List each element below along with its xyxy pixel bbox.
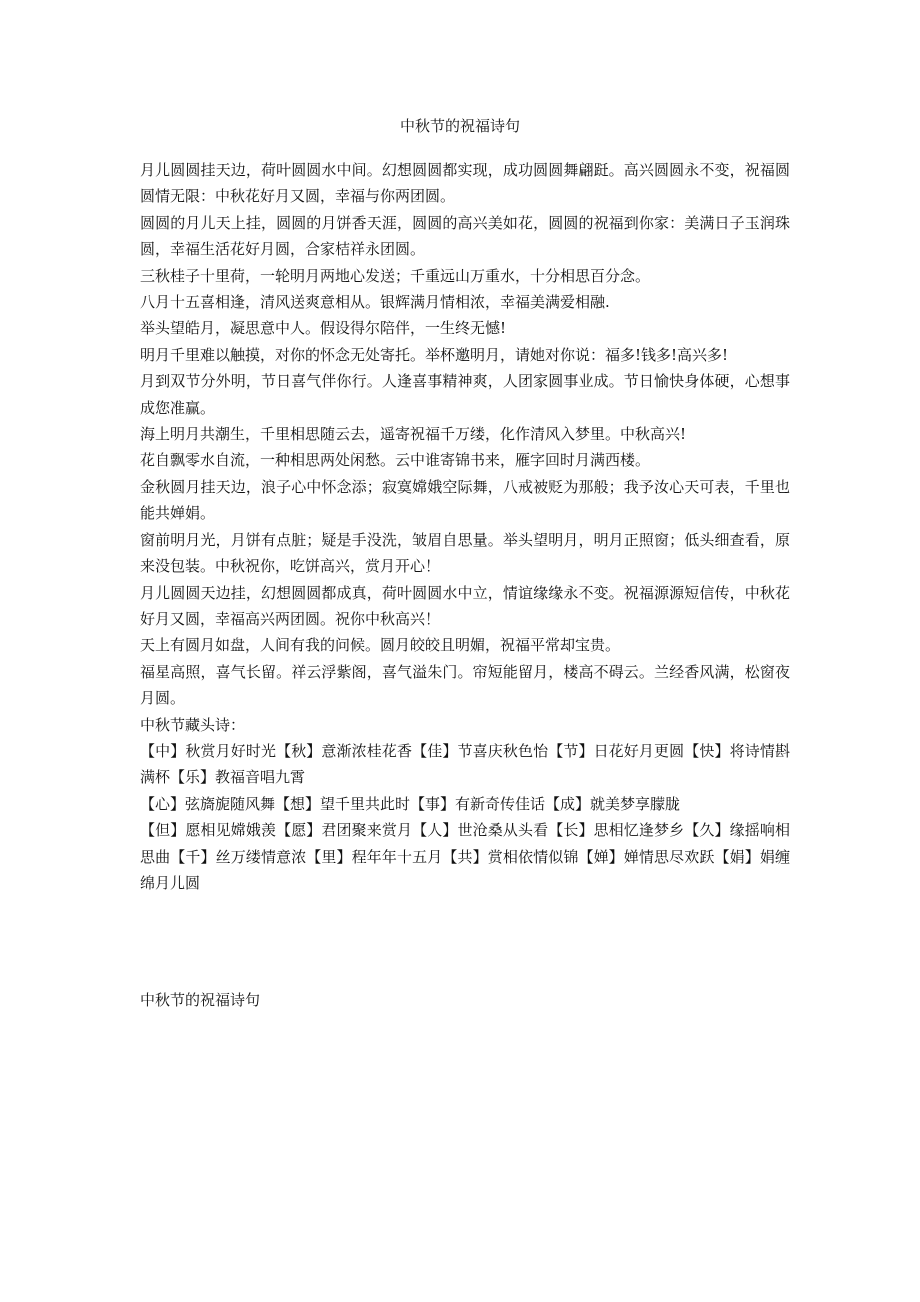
paragraph: 举头望皓月，凝思意中人。假设得尔陪伴，一生终无憾! [140, 319, 507, 338]
footer-title: 中秋节的祝福诗句 [140, 991, 261, 1009]
paragraph: 月到双节分外明，节日喜气伴你行。人逢喜事精神爽，人团家圆事业成。节日愉快身体硬，心想事成您准赢。 [140, 372, 790, 417]
paragraph: 海上明月共潮生，千里相思随云去，遥寄祝福千万缕，化作清风入梦里。中秋高兴! [140, 425, 687, 444]
page-title: 中秋节的祝福诗句 [399, 117, 520, 135]
paragraph: 窗前明月光，月饼有点脏；疑是手没洗，皱眉自思量。举头望明月，明月正照窗；低头细查看，原来没包装。中秋祝你，吃饼高兴，赏月开心！ [140, 530, 790, 576]
acrostic-poem: 【心】弦旖旎随风舞【想】望千里共此时【事】有新奇传佳话【成】就美梦享朦胧 [140, 794, 681, 813]
paragraph: 明月千里难以触摸，对你的怀念无处寄托。举杯邀明月，请她对你说：福多!钱多!高兴多! [140, 345, 729, 364]
paragraph: 花自飘零水自流，一种相思两处闲愁。云中谁寄锦书来，雁字回时月满西楼。 [140, 451, 651, 470]
paragraph: 福星高照，喜气长留。祥云浮紫阁，喜气溢朱门。帘短能留月，楼高不碍云。兰经香风满，松窗夜月圆。 [140, 662, 790, 708]
document-body [140, 157, 790, 896]
acrostic-poem: 【但】愿相见嫦娥羡【愿】君团聚来赏月【人】世沧桑从头看【长】思相忆逢梦乡【久】缘摇响相思曲【千】丝万缕情意浓【里】程年年十五月【共】赏相依情似锦【婵】婵情思尽欢跃【娟】娟缠绵月儿圆 [140, 821, 790, 892]
section-heading: 中秋节藏头诗： [140, 715, 246, 734]
paragraph: 圆圆的月儿天上挂，圆圆的月饼香天涯，圆圆的高兴美如花，圆圆的祝福到你家：美满日子玉润珠圆，幸福生活花好月圆，合家桔祥永团圆。 [140, 213, 790, 259]
paragraph: 八月十五喜相逢，清风送爽意相从。银辉满月情相浓，幸福美满爱相融. [140, 293, 610, 312]
paragraph: 金秋圆月挂天边，浪子心中怀念添；寂寞嫦娥空际舞，八戒被贬为那般；我予汝心天可表，千里也能共婵娟。 [140, 477, 790, 523]
paragraph: 三秋桂子十里荷，一轮明月两地心发送；千重远山万重水，十分相思百分念。 [140, 266, 651, 285]
paragraph: 月儿圆圆天边挂，幻想圆圆都成真，荷叶圆圆水中立，情谊缘缘永不变。祝福源源短信传，中秋花好月又圆，幸福高兴两团圆。祝你中秋高兴！ [140, 583, 790, 628]
acrostic-poem: 【中】秋赏月好时光【秋】意渐浓桂花香【佳】节喜庆秋色怡【节】日花好月更圆【快】将诗情斟满杯【乐】教福音唱九霄 [140, 741, 790, 787]
paragraph: 月儿圆圆挂天边，荷叶圆圆水中间。幻想圆圆都实现，成功圆圆舞翩跹。高兴圆圆永不变，祝福圆圆情无限：中秋花好月又圆，幸福与你两团圆。 [140, 161, 790, 206]
paragraph: 天上有圆月如盘，人间有我的问候。圆月皎皎且明媚，祝福平常却宝贵。 [140, 636, 621, 655]
